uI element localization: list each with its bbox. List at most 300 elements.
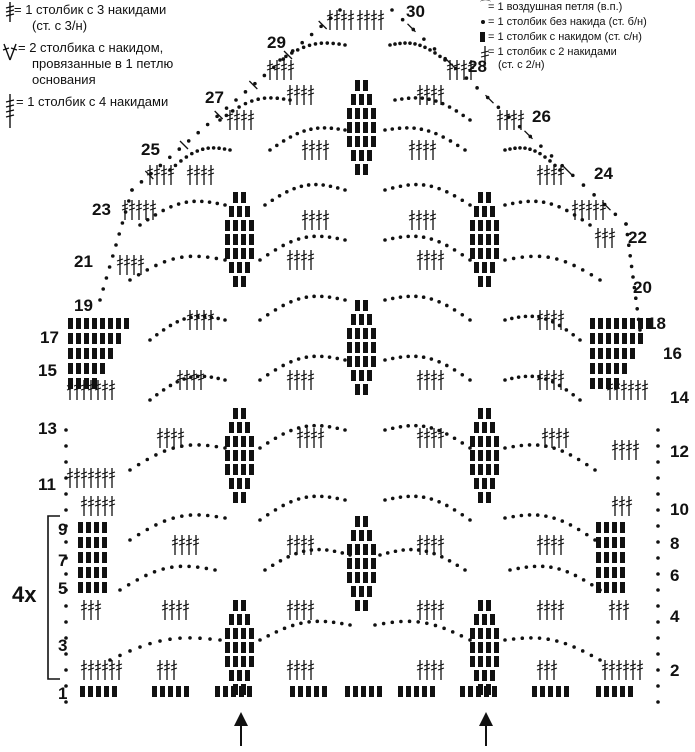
chain-dot — [425, 621, 429, 625]
legend-entry-dot — [480, 16, 692, 30]
dc-stitch — [612, 537, 617, 548]
chain-dot — [289, 360, 293, 364]
chain-dot — [407, 96, 411, 100]
chain-dot — [630, 265, 634, 269]
dc-stitch — [363, 558, 368, 569]
dc-stitch — [606, 318, 611, 329]
dc-stitch — [86, 582, 91, 593]
chain-dot — [174, 164, 178, 168]
chain-dot — [437, 187, 441, 191]
sc-dot — [656, 444, 660, 448]
dc-stitch — [355, 136, 360, 147]
dc-stitch — [478, 450, 483, 461]
dc-stitch — [351, 530, 356, 541]
dc-stitch — [604, 686, 609, 697]
chain-dot — [297, 237, 301, 241]
dc-stitch — [237, 206, 242, 217]
chain-dot — [223, 318, 227, 322]
dc-stitch — [233, 436, 238, 447]
chain-dot — [217, 146, 221, 150]
dc-stitch — [590, 348, 595, 359]
dc-stitch — [94, 537, 99, 548]
chain-dot — [533, 149, 537, 153]
dc-stitch — [630, 348, 635, 359]
chain-dot — [196, 131, 200, 135]
dc-stitch — [486, 600, 491, 611]
dc-stitch — [355, 342, 360, 353]
sc-dot — [64, 508, 68, 512]
dc-stitch — [249, 628, 254, 639]
chain-dot — [528, 513, 532, 517]
dc-stitch — [102, 537, 107, 548]
dc-stitch — [604, 567, 609, 578]
dc-stitch — [100, 333, 105, 344]
chain-dot — [551, 320, 555, 324]
chain-dot — [163, 260, 167, 264]
sc-dot — [64, 572, 68, 576]
dc-stitch — [482, 206, 487, 217]
chain-dot — [403, 41, 407, 45]
chain-dot — [456, 144, 460, 148]
chain-dot — [391, 297, 395, 301]
chain-dot — [285, 190, 289, 194]
chain-dot — [258, 638, 262, 642]
row-number: 25 — [141, 140, 160, 159]
chain-dot — [430, 426, 434, 430]
dc-stitch — [361, 686, 366, 697]
chain-dot — [391, 426, 395, 430]
dc-stitch — [92, 378, 97, 389]
legend-text: = 1 столбик с накидом (ст. с/н) — [488, 31, 642, 43]
chain-dot — [465, 76, 469, 80]
dc-stitch — [490, 422, 495, 433]
dc-stitch — [414, 686, 419, 697]
chain-dot — [300, 41, 304, 45]
legend-text: = 1 столбик с 4 накидами — [16, 94, 169, 109]
chain-dot — [534, 200, 538, 204]
chain-dot — [161, 567, 165, 571]
dc-stitch — [614, 348, 619, 359]
chain-dot — [414, 96, 418, 100]
chain-dot — [555, 639, 559, 643]
dc-stitch — [347, 356, 352, 367]
chain-dot — [516, 567, 520, 571]
chain-dot — [580, 218, 584, 222]
dc-stitch — [474, 614, 479, 625]
chain-dot — [294, 552, 298, 556]
dc-stitch — [598, 333, 603, 344]
chain-dot — [399, 235, 403, 239]
chain-dot — [154, 453, 158, 457]
dc-stitch — [92, 348, 97, 359]
row-number: 3 — [58, 636, 68, 655]
chain-dot — [406, 355, 410, 359]
chain-dot — [422, 495, 426, 499]
chain-dot — [453, 436, 457, 440]
dc-stitch — [108, 318, 113, 329]
chain-dot — [460, 513, 464, 517]
chain-dot — [206, 514, 210, 518]
dc-stitch — [363, 122, 368, 133]
dc-stitch — [478, 628, 483, 639]
dc-stitch — [68, 318, 73, 329]
chain-dot — [145, 528, 149, 532]
chain-dot — [590, 583, 594, 587]
dc-stitch — [116, 318, 121, 329]
chain-dot — [445, 504, 449, 508]
dc-stitch — [233, 408, 238, 419]
sc-dot — [656, 476, 660, 480]
dc-stitch — [470, 628, 475, 639]
chain-dot — [555, 257, 559, 261]
dc-stitch — [406, 686, 411, 697]
chain-dot — [544, 377, 548, 381]
chain-dot — [274, 436, 278, 440]
chain-dot — [343, 498, 347, 502]
chain-dot — [517, 315, 521, 319]
dc-stitch — [478, 464, 483, 475]
chain-dot — [590, 273, 594, 277]
chain-dot — [281, 57, 285, 61]
chain-dot — [289, 135, 293, 139]
sc-dot — [64, 476, 68, 480]
chain-dot — [520, 255, 524, 259]
chain-dot — [581, 268, 585, 272]
chain-dot — [316, 126, 320, 130]
dc-stitch — [359, 530, 364, 541]
chain-dot — [145, 458, 149, 462]
row-number: 28 — [468, 57, 487, 76]
chain-dot — [213, 568, 217, 572]
chain-dot — [577, 528, 581, 532]
dc-stitch — [249, 248, 254, 259]
legend-entry-chain — [480, 1, 692, 15]
chain-dot — [635, 307, 639, 311]
chain-dot — [460, 313, 464, 317]
dc-stitch — [94, 582, 99, 593]
sc-dot — [656, 508, 660, 512]
row-number: 20 — [633, 278, 652, 297]
chain-dot — [383, 128, 387, 132]
chain-dot — [124, 210, 128, 214]
dc-stitch — [249, 450, 254, 461]
chain-dot — [146, 218, 150, 222]
chain-dot — [137, 533, 141, 537]
dc-stitch — [486, 192, 491, 203]
chain-dot — [340, 551, 344, 555]
sc-dot — [656, 588, 660, 592]
chain-dot — [468, 318, 472, 322]
dc-stitch — [241, 656, 246, 667]
chain-dot — [468, 118, 472, 122]
chain-dot — [137, 273, 141, 277]
chain-dot — [279, 559, 283, 563]
chain-dot — [438, 55, 442, 59]
row-number: 1 — [58, 684, 68, 703]
legend-text: = 1 воздушная петля (в.п.) — [488, 1, 623, 13]
dc-stitch — [215, 686, 220, 697]
chain-dot — [453, 194, 457, 198]
legend-text: (ст. с 3/н) — [32, 18, 88, 33]
chain-dot — [178, 636, 182, 640]
chain-dot — [572, 645, 576, 649]
dc-stitch — [470, 642, 475, 653]
sc-dot — [64, 668, 68, 672]
chain-dot — [320, 295, 324, 299]
v-stitch-icon — [2, 42, 18, 62]
chain-dot — [189, 315, 193, 319]
dc-stitch — [152, 686, 157, 697]
chain-dot — [455, 109, 459, 113]
chain-dot — [305, 425, 309, 429]
chain-dot — [614, 212, 618, 216]
dc-stitch — [233, 684, 238, 695]
chain-dot — [335, 497, 339, 501]
dc-stitch — [241, 464, 246, 475]
chain-dot — [105, 276, 109, 280]
chain-dot — [343, 128, 347, 132]
dc-stitch — [94, 552, 99, 563]
chain-dot — [328, 235, 332, 239]
legend-text: провязанные в 1 петлю — [32, 56, 174, 71]
chain-dot — [571, 393, 575, 397]
dc-stitch — [486, 436, 491, 447]
chain-dot — [145, 268, 149, 272]
dc-stitch — [620, 537, 625, 548]
chain-dot — [320, 424, 324, 428]
chain-dot — [162, 328, 166, 332]
row-number: 13 — [38, 419, 57, 438]
chain-dot — [538, 152, 542, 156]
chain-dot — [572, 264, 576, 268]
dc-stitch — [478, 642, 483, 653]
chain-dot — [425, 550, 429, 554]
chain-dot — [175, 380, 179, 384]
chain-dot — [335, 426, 339, 430]
dc-stitch — [367, 586, 372, 597]
chain-dot — [206, 146, 210, 150]
chain-dot — [340, 622, 344, 626]
dc-stitch — [598, 348, 603, 359]
chain-dot — [511, 202, 515, 206]
dc-stitch — [176, 686, 181, 697]
row-number: 18 — [647, 314, 666, 333]
dc-stitch — [124, 318, 129, 329]
chain-dot — [433, 47, 437, 51]
dc-stitch — [68, 333, 73, 344]
dc-stitch — [347, 136, 352, 147]
dc-stitch — [470, 464, 475, 475]
dc-stitch — [606, 363, 611, 374]
chain-dot — [565, 209, 569, 213]
row-number: 17 — [40, 328, 59, 347]
chain-dot — [127, 199, 131, 203]
chain-dot — [343, 298, 347, 302]
dc-stitch — [598, 318, 603, 329]
chain-dot — [552, 516, 556, 520]
chain-dot — [542, 200, 546, 204]
dc-stitch — [430, 686, 435, 697]
chain-dot — [215, 445, 219, 449]
dc-stitch — [233, 464, 238, 475]
chain-dot — [348, 553, 352, 557]
chain-dot — [205, 567, 209, 571]
dc-stitch — [225, 234, 230, 245]
edge-tick — [145, 171, 153, 179]
dc-stitch — [233, 656, 238, 667]
chain-dot — [383, 358, 387, 362]
chain-dot — [434, 132, 438, 136]
chain-dot — [171, 446, 175, 450]
chain-dot — [445, 244, 449, 248]
dc-stitch — [229, 262, 234, 273]
chain-dot — [266, 513, 270, 517]
row-number: 4 — [670, 607, 680, 626]
chain-dot — [148, 642, 152, 646]
chain-dot — [519, 200, 523, 204]
dc-stitch — [548, 686, 553, 697]
chain-dot — [335, 357, 339, 361]
chain-dot — [312, 355, 316, 359]
dc-stitch — [470, 656, 475, 667]
dc-stitch — [100, 348, 105, 359]
chain-dot — [503, 318, 507, 322]
dc-stitch — [540, 686, 545, 697]
chain-dot — [430, 357, 434, 361]
chain-dot — [378, 553, 382, 557]
chain-dot — [272, 65, 276, 69]
chain-dot — [533, 565, 537, 569]
dc-stitch — [249, 436, 254, 447]
chain-dot — [399, 295, 403, 299]
dc-stitch — [184, 686, 189, 697]
chain-dot — [275, 144, 279, 148]
dc-stitch — [367, 150, 372, 161]
chain-dot — [312, 424, 316, 428]
chain-dot — [637, 318, 641, 322]
chain-dot — [212, 146, 216, 150]
sc-dot — [656, 428, 660, 432]
dc-stitch — [355, 384, 360, 395]
chain-dot — [188, 636, 192, 640]
dc-stitch — [102, 567, 107, 578]
chain-dot — [398, 42, 402, 46]
row-number: 9 — [58, 520, 68, 539]
chain-dot — [520, 444, 524, 448]
dc-stitch — [564, 686, 569, 697]
dc-stitch — [494, 656, 499, 667]
edge-tick — [408, 24, 416, 32]
row-number: 19 — [74, 296, 93, 315]
chain-dot — [557, 567, 561, 571]
chain-dot — [189, 375, 193, 379]
chain-dot — [391, 497, 395, 501]
chain-dot — [538, 636, 542, 640]
chain-dot — [308, 43, 312, 47]
chain-dot — [383, 298, 387, 302]
chain-dot — [503, 378, 507, 382]
legend-text: (ст. с 2/н) — [498, 59, 545, 71]
chain-dot — [598, 278, 602, 282]
chain-dot — [297, 357, 301, 361]
dc-stitch — [245, 478, 250, 489]
chain-dot — [203, 315, 207, 319]
dc-stitch — [363, 544, 368, 555]
chain-dot — [536, 443, 540, 447]
dc-stitch — [355, 516, 360, 527]
chain-dot — [223, 258, 227, 262]
dc-stitch — [80, 686, 85, 697]
chain-dot — [108, 658, 112, 662]
dc-stitch — [492, 686, 497, 697]
chain-dot — [588, 223, 592, 227]
chain-dot — [393, 42, 397, 46]
dc-stitch — [355, 164, 360, 175]
dc-stitch — [76, 318, 81, 329]
chain-dot — [329, 16, 333, 20]
dc-stitch — [363, 300, 368, 311]
chain-dot — [420, 127, 424, 131]
chain-dot — [266, 253, 270, 257]
dc-stitch — [604, 552, 609, 563]
dc-stitch — [494, 450, 499, 461]
chain-dot — [546, 637, 550, 641]
chain-dot — [185, 155, 189, 159]
dc-stitch — [371, 558, 376, 569]
chain-dot — [170, 565, 174, 569]
chain-dot — [197, 513, 201, 517]
dc-stitch — [355, 558, 360, 569]
chain-dot — [390, 621, 394, 625]
chain-dot — [305, 495, 309, 499]
dc-stitch — [470, 220, 475, 231]
row-number: 27 — [205, 88, 224, 107]
chain-dot — [234, 98, 238, 102]
dc-stitch — [596, 537, 601, 548]
chain-dot — [463, 148, 467, 152]
chain-dot — [223, 147, 227, 151]
chain-dot — [468, 203, 472, 207]
dc-stitch — [630, 318, 635, 329]
dc-stitch — [369, 686, 374, 697]
chain-dot — [434, 99, 438, 103]
chain-dot — [383, 188, 387, 192]
dc-stitch — [486, 656, 491, 667]
chain-dot — [511, 515, 515, 519]
chain-dot — [288, 98, 292, 102]
dc-stitch — [88, 686, 93, 697]
chain-dot — [391, 186, 395, 190]
chain-dot — [189, 513, 193, 517]
chain-dot — [215, 202, 219, 206]
dc-stitch — [363, 356, 368, 367]
chain-dot — [569, 453, 573, 457]
dc-stitch — [486, 450, 491, 461]
dc-stitch — [398, 686, 403, 697]
dc-stitch — [590, 363, 595, 374]
dc-stitch — [233, 192, 238, 203]
chain-dot — [565, 328, 569, 332]
chain-dot — [391, 357, 395, 361]
chain-dot — [187, 139, 191, 143]
chain-dot — [348, 623, 352, 627]
chain-dot — [128, 278, 132, 282]
dc-stitch — [371, 572, 376, 583]
chain-dot — [182, 317, 186, 321]
chain-dot — [526, 200, 530, 204]
chain-dot — [564, 642, 568, 646]
dc-stitch — [229, 422, 234, 433]
